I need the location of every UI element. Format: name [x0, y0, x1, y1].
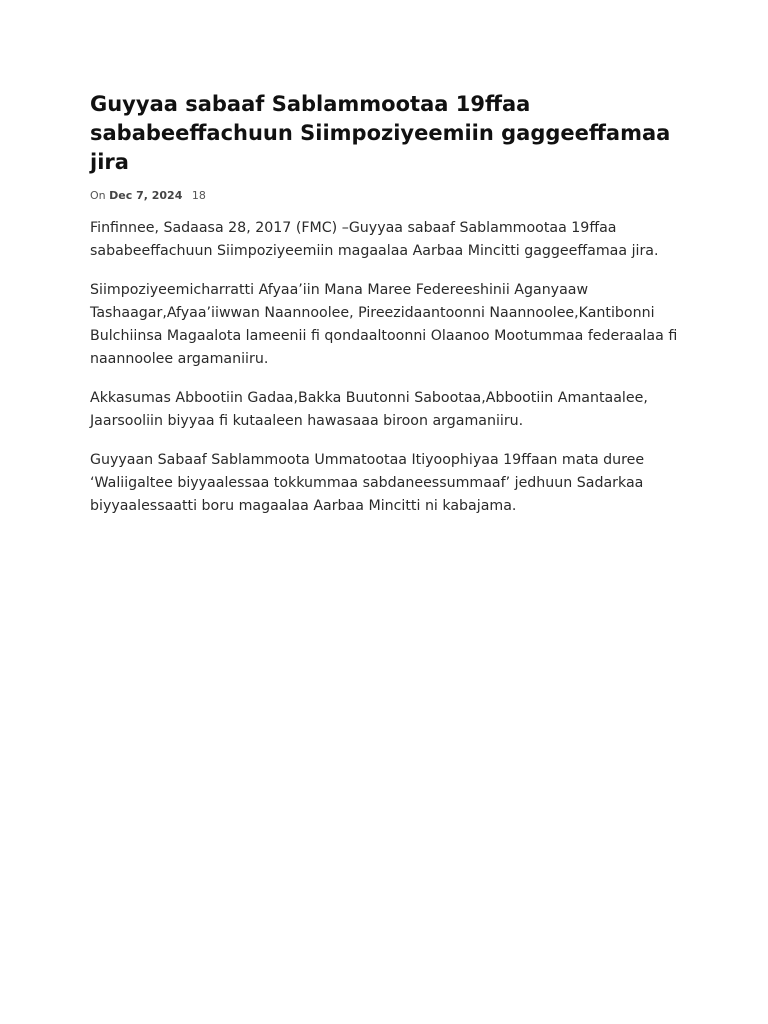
- article-title: Guyyaa sabaaf Sablammootaa 19ffaa sababeeffachuun Siimpoziyeemiin gaggeeffamaa jira: [90, 92, 671, 174]
- article-paragraph: Guyyaan Sabaaf Sablammoota Ummatootaa Itiyoophiyaa 19ffaan mata duree ‘Waliigaltee biyyaalessaa tokkummaa sabdaneessummaaf’ jedhuun Sadarkaa biyyaalessaatti boru magaalaa Aarbaa Mincitti ni kabajama.: [90, 452, 645, 514]
- meta-on-label: On: [90, 189, 106, 202]
- article-paragraph: Akkasumas Abbootiin Gadaa,Bakka Buutonni Sabootaa,Abbootiin Amantaalee, Jaarsooliin biyyaa fi kutaaleen hawasaaa biroon argamaniiru.: [90, 390, 648, 429]
- article-meta: [90, 189, 680, 203]
- article: [90, 90, 680, 534]
- article-paragraph: Finfinnee, Sadaasa 28, 2017 (FMC) –Guyyaa sabaaf Sablammootaa 19ffaa sababeeffachuun Siimpoziyeemiin magaalaa Aarbaa Mincitti gaggeeffamaa jira.: [90, 220, 659, 259]
- article-body: [90, 217, 680, 518]
- article-paragraph: Siimpoziyeemicharratti Afyaa’iin Mana Maree Federeeshinii Aganyaaw Tashaagar,Afyaa’iiwwan Naannoolee, Pireezidaantoonni Naannoolee,Kantibonni Bulchiinsa Magaalota lameenii fi qondaaltoonni Olaanoo Mootummaa federaalaa fi naannoolee argamaniiru.: [90, 282, 678, 367]
- view-count: 18: [191, 189, 206, 202]
- publish-date: Dec 7, 2024: [109, 189, 183, 202]
